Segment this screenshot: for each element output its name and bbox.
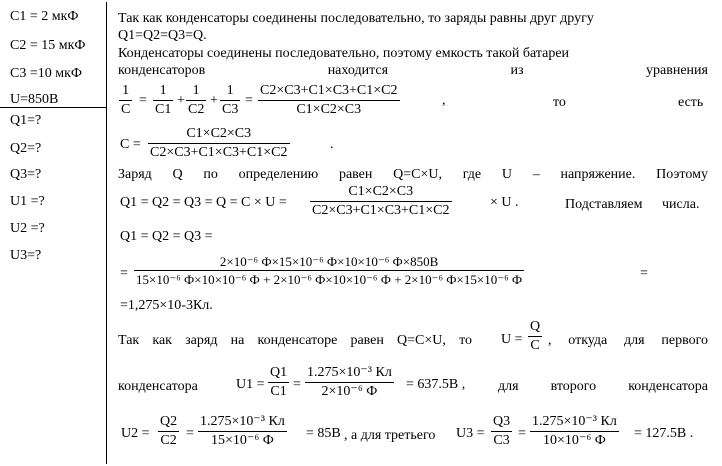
u2-equals: U2 = xyxy=(121,426,150,441)
unknown-u1: U1 =? xyxy=(10,194,45,209)
equals: = xyxy=(518,426,526,441)
equals: = xyxy=(186,426,194,441)
para2-line1: Конденсаторы соединены последовательно, поэтому емкость такой батареи xyxy=(118,46,570,61)
frac-u1-numeric: 1.275×10⁻³ Кл 2×10⁻⁶ Ф xyxy=(307,365,392,399)
charge-formula-lhs: Q1 = Q2 = Q3 = Q = C × U = xyxy=(120,195,287,210)
equals: = xyxy=(120,266,128,281)
plus: + xyxy=(210,93,218,108)
text: , а для третьего xyxy=(344,428,436,443)
frac-capacitance: $\frac{C1\times C2\times C3}{C2\times C3+C1\times C3+C1\times C2}$ xyxy=(312,184,450,218)
equals: = xyxy=(245,93,253,108)
unknown-q1: Q1=? xyxy=(10,113,42,128)
frac-capacitance-sum: $\frac{C2\times C3+C1\times C3+C1\times C2}{C1\times C2\times C3}$ xyxy=(260,83,398,117)
word: то xyxy=(553,95,566,110)
u1-equals: U1 = xyxy=(236,377,265,392)
para4-start: Так как заряд на конденсаторе равен Q=C×U, то xyxy=(118,333,472,348)
word: из xyxy=(510,63,524,78)
para5-end: для второго конденсатора xyxy=(498,379,708,394)
u-equals: U = xyxy=(501,332,523,347)
word: числа. xyxy=(662,197,700,212)
frac-q2-over-c2: $\frac{Q2}{C2}$ xyxy=(160,414,178,448)
charge-result: =1,275×10-3Кл. xyxy=(120,298,213,313)
word: уравнения xyxy=(646,63,708,78)
para1-line1: Так как конденсаторы соединены последовательно, то заряды равны друг другу xyxy=(118,11,594,26)
times-u: × U . xyxy=(490,195,519,210)
frac-q1-over-c1: $\frac{Q1}{C1}$ xyxy=(270,365,288,399)
unknown-q3: Q3=? xyxy=(10,167,42,182)
frac-u2-numeric: 1.275×10⁻³ Кл 15×10⁻⁶ Ф xyxy=(200,414,285,448)
para3-line1: Заряд Q по определению равен Q=C×U, где U – напряжение. Поэтому xyxy=(118,167,708,182)
charge-equality: Q1 = Q2 = Q3 = xyxy=(120,229,213,244)
unknown-u2: U2 =? xyxy=(10,221,45,236)
u3-equals: U3 = xyxy=(456,426,485,441)
comma: , xyxy=(442,93,446,108)
equals: = xyxy=(139,93,147,108)
word: находится xyxy=(327,63,389,78)
frac-q3-over-c3: $\frac{Q3}{C3}$ xyxy=(493,414,511,448)
word: конденсатора xyxy=(118,379,198,394)
equals: = xyxy=(640,266,648,281)
frac-1-over-c2: $\frac{1}{C2}$ xyxy=(188,83,205,117)
word: есть xyxy=(678,95,704,110)
frac-q-over-c: $\frac{Q}{C}$ xyxy=(530,319,541,353)
equals: = xyxy=(293,377,301,392)
given-u: U=850В xyxy=(10,92,59,107)
given-c3: C3 =10 мкФ xyxy=(10,66,82,81)
word: конденсаторов xyxy=(118,63,206,78)
given-c2: C2 = 15 мкФ xyxy=(10,38,86,53)
para4-end: , откуда для первого xyxy=(548,333,708,348)
given-c1: C1 = 2 мкФ xyxy=(10,9,79,24)
unknown-q2: Q2=? xyxy=(10,141,42,156)
frac-numeric-charge: 2×10⁻⁶ Ф×15×10⁻⁶ Ф×10×10⁻⁶ Ф×850В 15×10⁻⁶ Ф×10×10⁻⁶ Ф + 2×10⁻⁶ Ф×10×10⁻⁶ Ф + 2×10⁻⁶ Ф×15×10⁻⁶ Ф xyxy=(136,254,523,287)
period: . xyxy=(330,137,334,152)
frac-u3-numeric: 1.275×10⁻³ Кл 10×10⁻⁶ Ф xyxy=(532,414,617,448)
column-divider xyxy=(106,2,107,464)
frac-1-over-c1: $\frac{1}{C1}$ xyxy=(155,83,172,117)
frac-1-over-c: $\frac{1}{C}$ xyxy=(121,83,131,117)
para2-line2 xyxy=(118,64,708,78)
given-divider xyxy=(0,107,107,108)
u2-result: = 85В xyxy=(306,426,341,441)
frac-capacitance: $\frac{C1\times C2\times C3}{C2\times C3+C1\times C3+C1\times C2}$ xyxy=(150,126,288,160)
u1-result: = 637.5В , xyxy=(406,377,466,392)
plus: + xyxy=(177,93,185,108)
c-equals: C = xyxy=(120,137,141,152)
u3-result: = 127.5В . xyxy=(634,426,694,441)
unknown-u3: U3=? xyxy=(10,248,42,263)
word: Подставляем xyxy=(565,197,643,212)
para1-line2: Q1=Q2=Q3=Q. xyxy=(118,28,207,43)
frac-1-over-c3: $\frac{1}{C3}$ xyxy=(222,83,239,117)
